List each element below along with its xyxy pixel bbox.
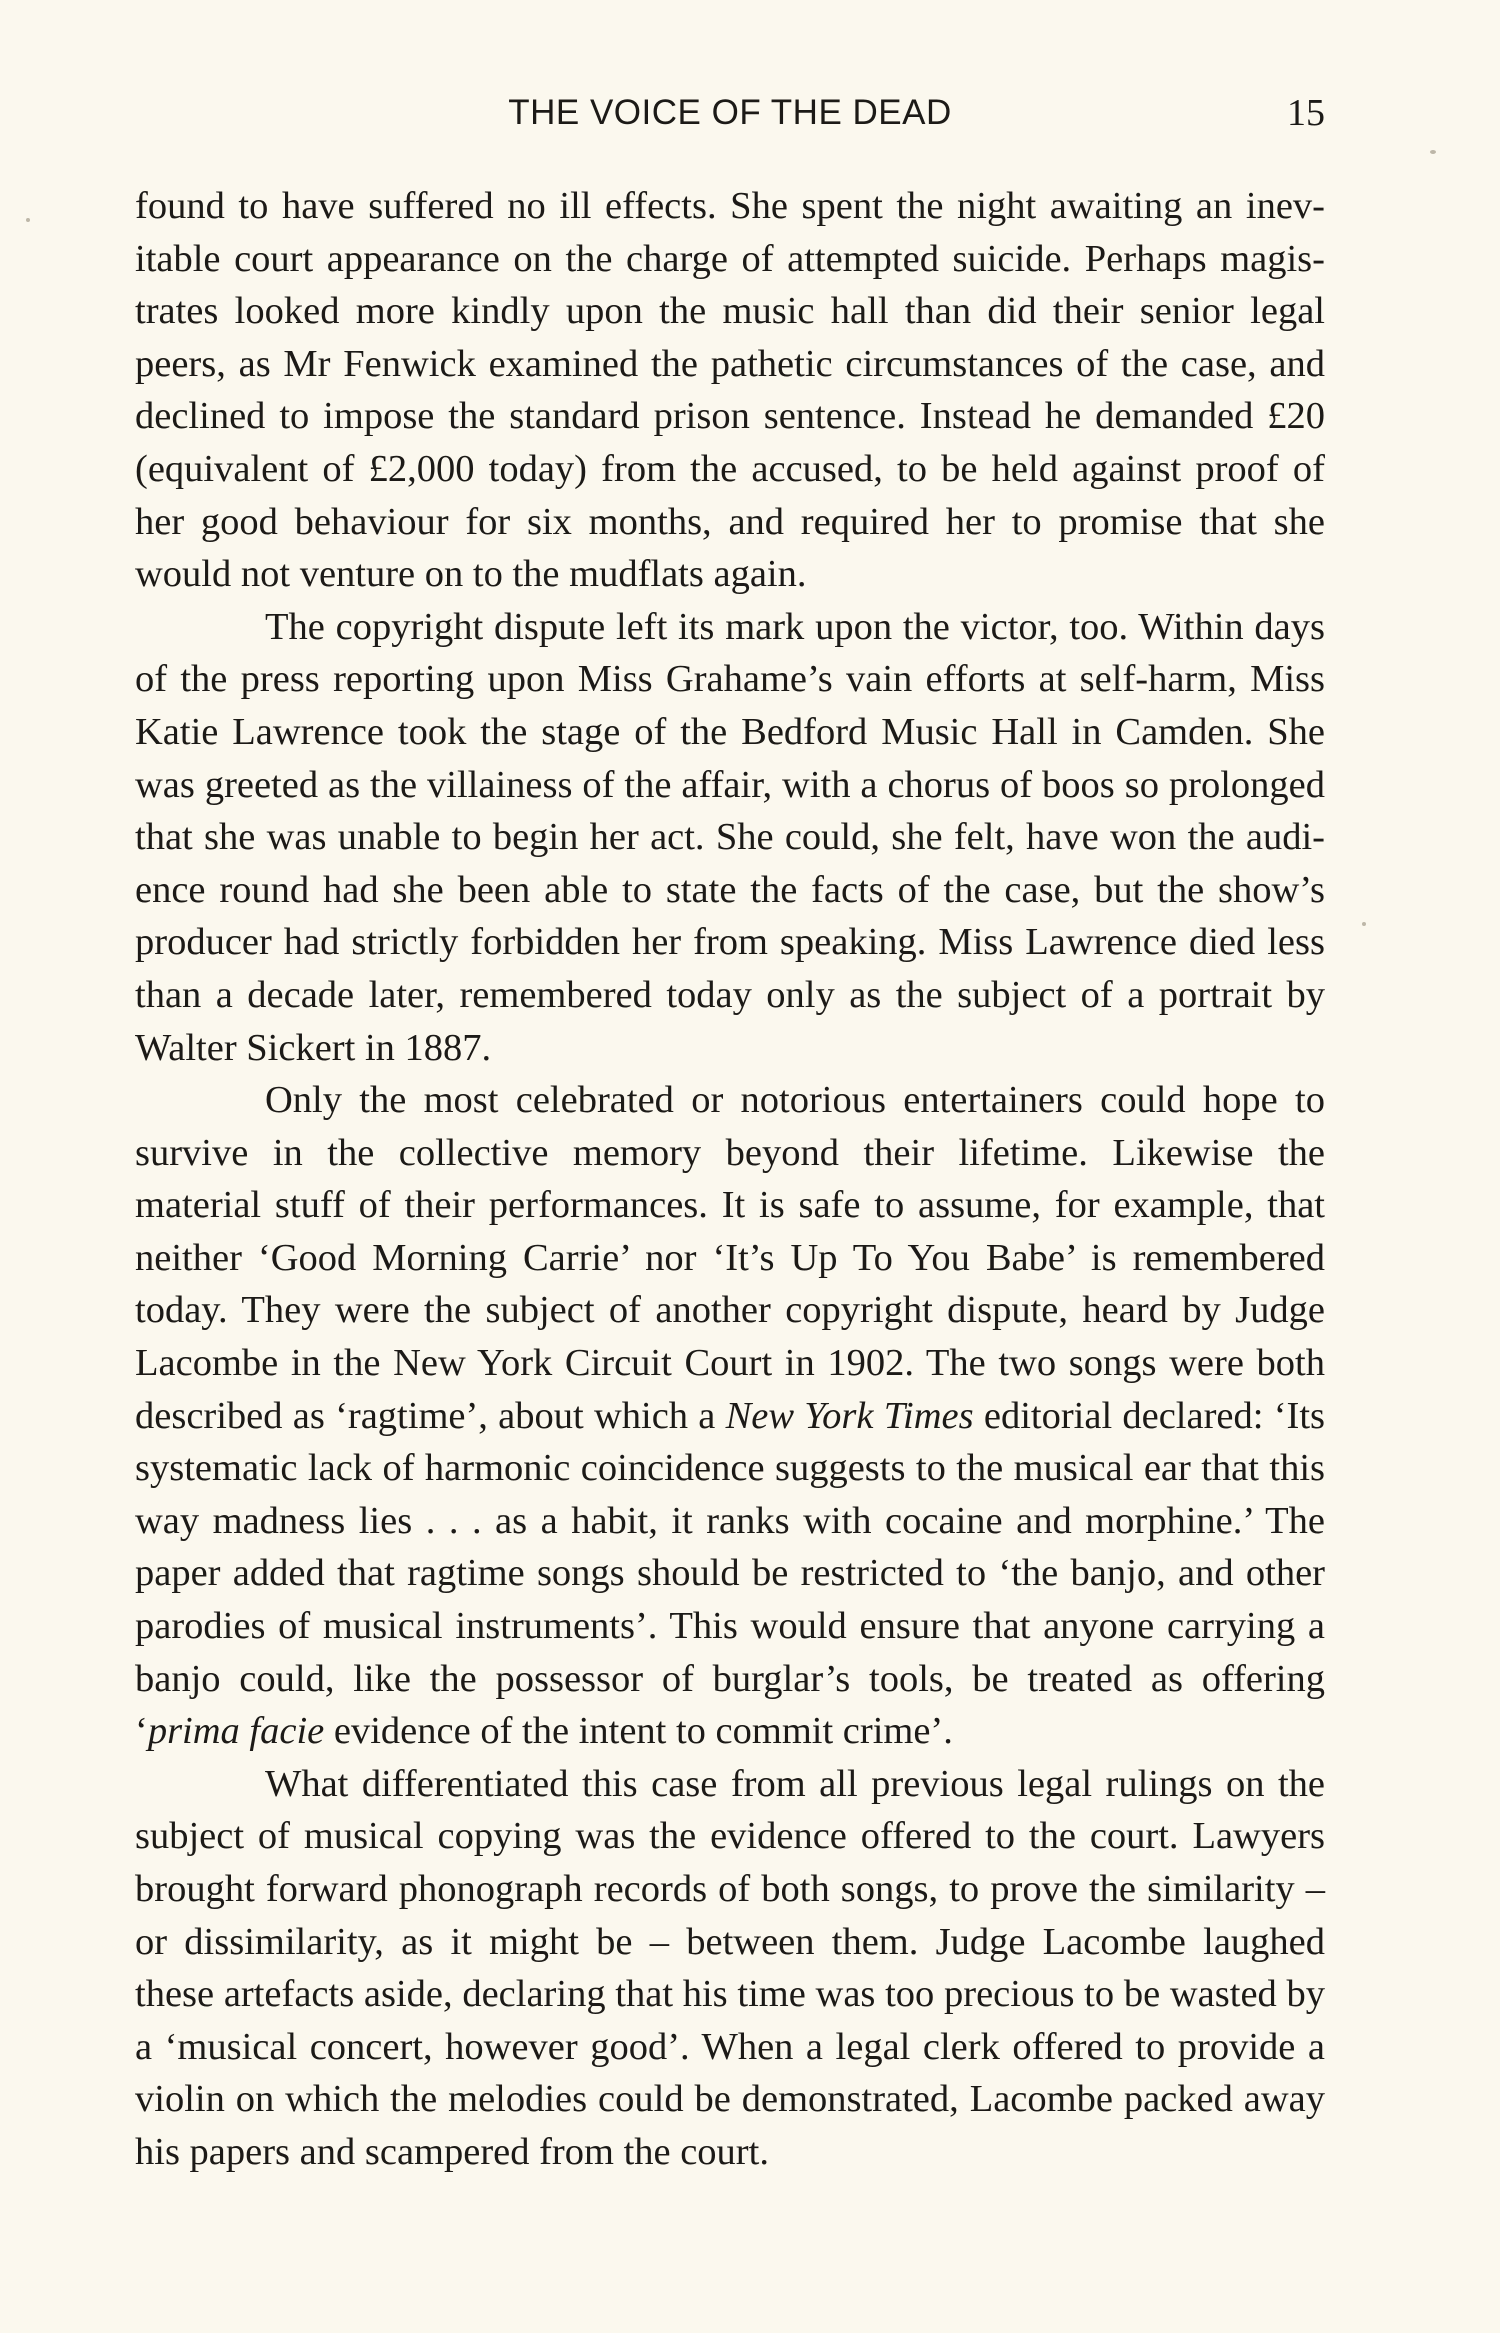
latin-phrase: prima facie: [147, 1710, 325, 1753]
paragraph-1: found to have suffered no ill effects. She spent the night awaiting an inevitable court appearance on the charge of attempted suicide. Perhaps magistrates looked more kindly upon the music hall than did their senior legal peers, as Mr Fenwick examined the pathetic circumstances of the case, and declined to impose the standard prison sentence. Instead he demanded £20 (equivalent of £2,000 today) from the accused, to be held against proof of her good behaviour for six months, and required her to promise that she would not venture on to the mudflats again.: [135, 185, 1325, 596]
newspaper-title: New York Times: [725, 1394, 974, 1437]
paragraph-4: What differentiated this case from all previous legal rulings on the subject of musical copying was the evidence offered to the court. Lawyers brought forward phonograph records of both songs, to prove the similarity – or dissimilarity, as it might be – between them. Judge Lacombe laughed these artefacts aside, declaring that his time was too precious to be wasted by a ‘musical concert, however good’. When a legal clerk offered to provide a violin on which the melodies could be demonstrated, Lacombe packed away his papers and scampered from the court.: [135, 1762, 1325, 2173]
paragraph-2: The copyright dispute left its mark upon the victor, too. Within days of the press reporting upon Miss Grahame’s vain efforts at self-harm, Miss Katie Lawrence took the stage of the Bedford Music Hall in Camden. She was greeted as the villainess of the affair, with a chorus of boos so prolonged that she was unable to begin her act. She could, she felt, have won the audience round had she been able to state the facts of the case, but the show’s producer had strictly forbidden her from speaking. Miss Lawrence died less than a decade later, remembered today only as the subject of a portrait by Walter Sickert in 1887.: [135, 605, 1325, 1069]
running-title: THE VOICE OF THE DEAD: [508, 93, 952, 132]
running-head: [135, 88, 1325, 138]
paper-speck: [1362, 922, 1366, 926]
page-number: 15: [1287, 92, 1325, 134]
paper-speck: [1430, 150, 1436, 154]
paragraph-3: [135, 1074, 1325, 1758]
body-text: [135, 180, 1325, 2179]
paragraph-3-text-c: evidence of the intent to commit crime’.: [333, 1710, 953, 1753]
paragraph-3-text-b: editorial declared: ‘Its systematic lack of harmonic coincidence suggests to the musical ear that this way madness lies . . . as a habit, it ranks with cocaine and morphine.’ The paper added that ragtime songs should be restricted to ‘the banjo, and other parodies of musical instruments’. This would ensure that anyone carrying a banjo could, like the possessor of burglar’s tools, be treated as offering ‘: [135, 1394, 1326, 1753]
paper-speck: [26, 218, 30, 222]
paragraph-3-text-a: Only the most celebrated or notorious entertainers could hope to survive in the collective memory beyond their lifetime. Likewise the material stuff of their performances. It is safe to assume, for example, that neither ‘Good Morning Carrie’ nor ‘It’s Up To You Babe’ is remembered today. They were the subject of another copyright dispute, heard by Judge Lacombe in the New York Circuit Court in 1902. The two songs were both described as ‘ragtime’, about which a: [135, 1079, 1325, 1437]
